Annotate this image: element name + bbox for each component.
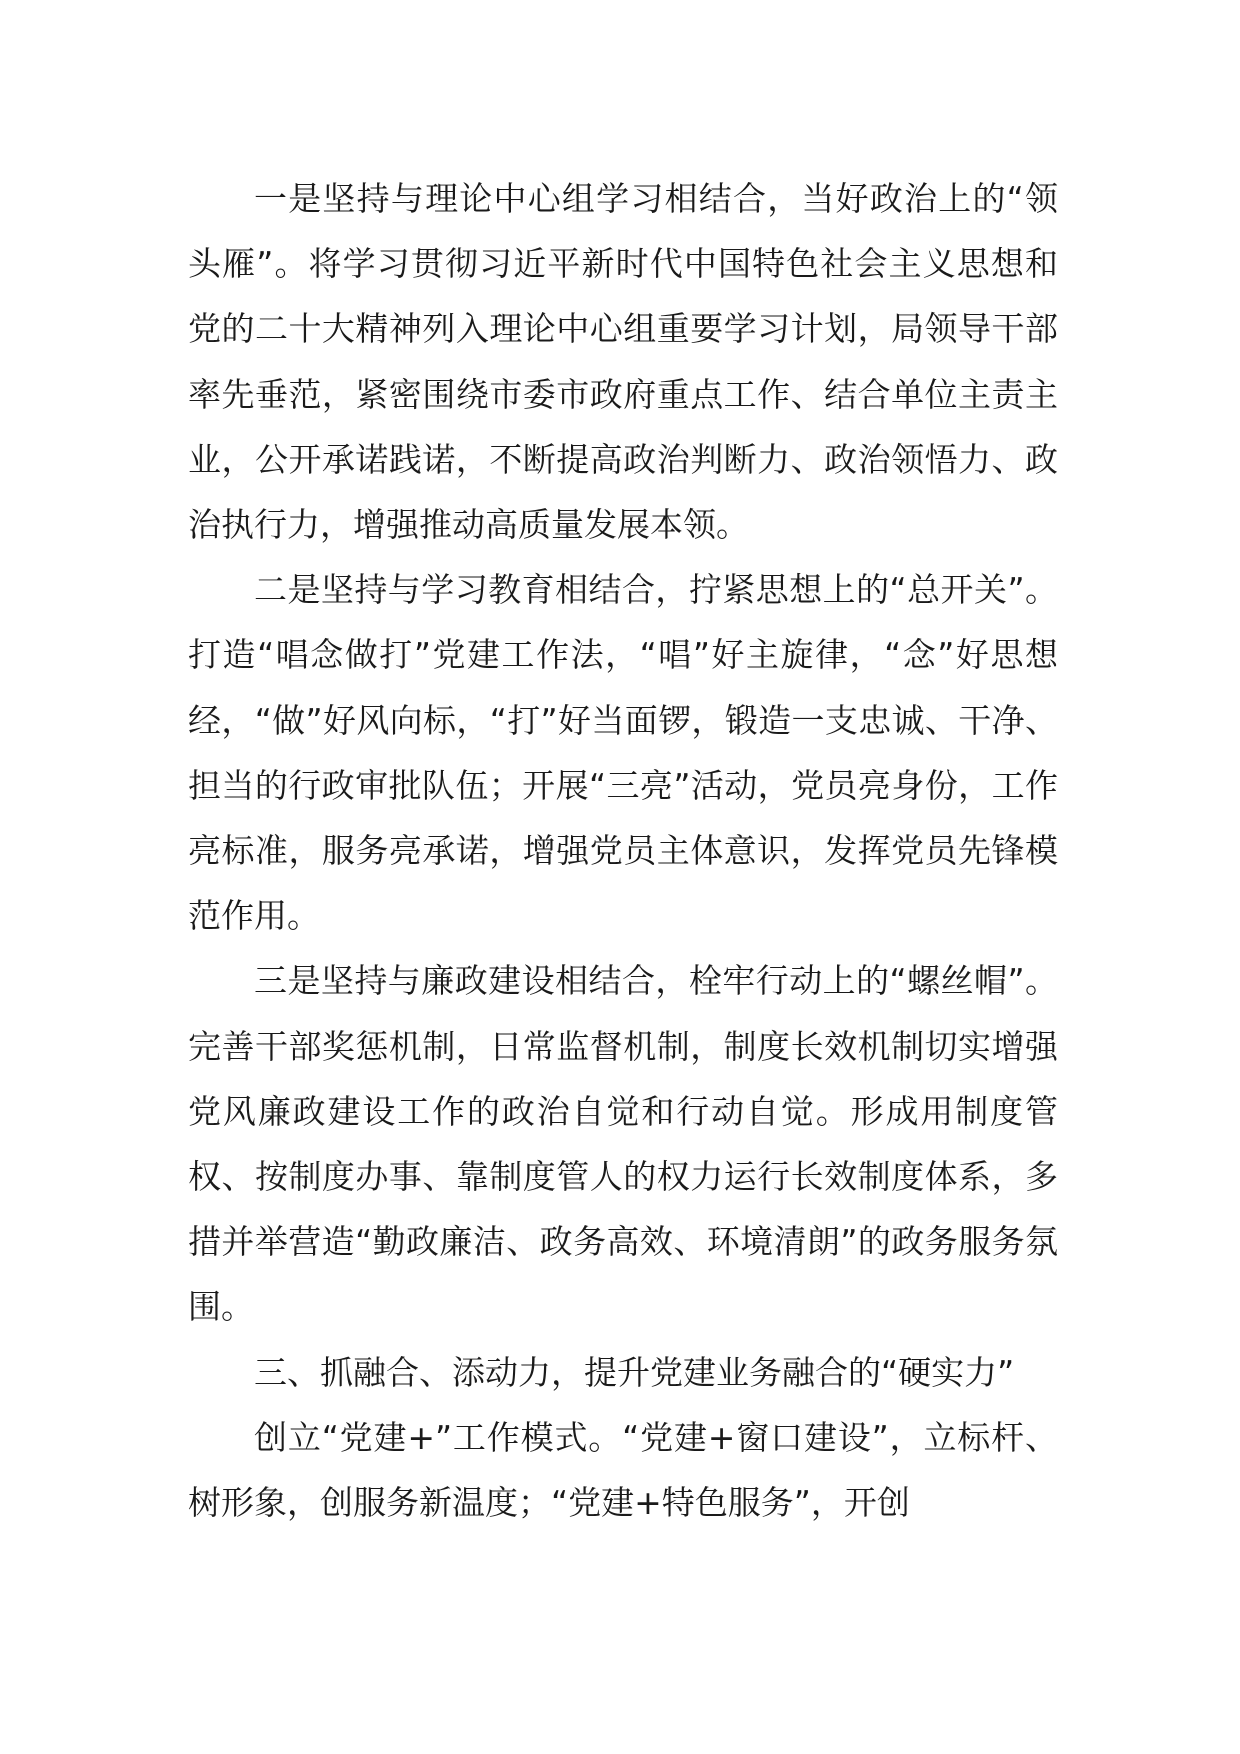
paragraph-theory-study: 一是坚持与理论中心组学习相结合，当好政治上的“领头雁”。将学习贯彻习近平新时代中国特色社会主义思想和党的二十大精神列入理论中心组重要学习计划，局领导干部率先垂范，紧密围绕市委市政府重点工作、结合单位主责主业，公开承诺践诺，不断提高政治判断力、政治领悟力、政治执行力，增强推动高质量发展本领。 (188, 179, 1058, 545)
paragraph-integrity-building: 三是坚持与廉政建设相结合，栓牢行动上的“螺丝帽”。完善干部奖惩机制，日常监督机制，制度长效机制切实增强党风廉政建设工作的政治自觉和行动自觉。形成用制度管权、按制度办事、靠制度管人的权力运行长效制度体系，多措并举营造“勤政廉洁、政务高效、环境清朗”的政务服务氛围。 (188, 961, 1058, 1327)
document-body (188, 166, 1058, 1535)
paragraph-learning-education: 二是坚持与学习教育相结合，拧紧思想上的“总开关”。打造“唱念做打”党建工作法，“唱”好主旋律，“念”好思想经，“做”好风向标，“打”好当面锣，锻造一支忠诚、干净、担当的行政审批队伍；开展“三亮”活动，党员亮身份，工作亮标准，服务亮承诺，增强党员主体意识，发挥党员先锋模范作用。 (188, 570, 1058, 936)
section-heading-integration: 三、抓融合、添动力，提升党建业务融合的“硬实力” (254, 1352, 1015, 1392)
paragraph-party-building-plus: 创立“党建+”工作模式。“党建+窗口建设”，立标杆、树形象，创服务新温度；“党建+特色服务”，开创 (188, 1417, 1058, 1523)
